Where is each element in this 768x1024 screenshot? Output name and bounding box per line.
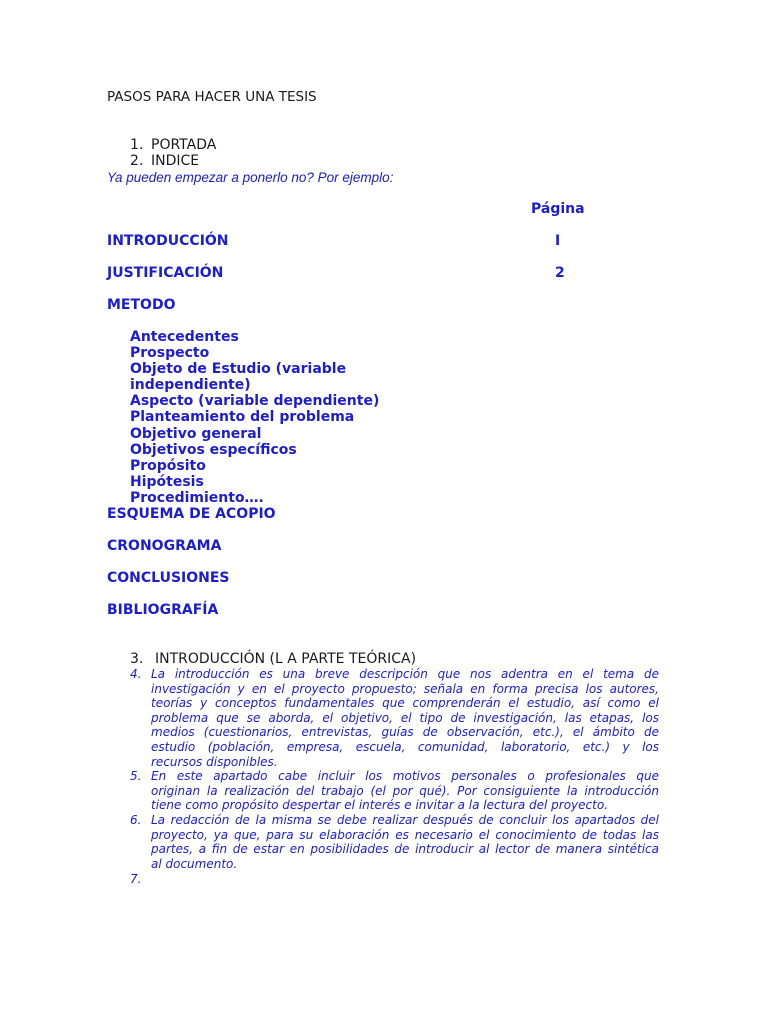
paragraph-line: estudio (población, empresa, escuela, comunidad, laboratorio, etc.) y los <box>151 739 659 754</box>
paragraph-line: problema que se aborda, el objetivo, el tipo de investigación, las etapas, los <box>151 710 659 725</box>
toc-entry-introduccion: INTRODUCCIÓN <box>107 233 229 249</box>
metodo-subitems <box>130 329 379 506</box>
paragraph-line: La redacción de la misma se debe realizar después de concluir los apartados del <box>151 813 659 827</box>
paragraph-text <box>151 667 659 769</box>
document-title: PASOS PARA HACER UNA TESIS <box>107 89 317 105</box>
paragraph-line: al documento. <box>151 856 238 871</box>
toc-subitem: Propósito <box>130 457 206 474</box>
toc-subitem: Objeto de Estudio (variable <box>130 361 347 378</box>
paragraph-line: proyecto, ya que, para su elaboración es necesario el conocimiento de todas las <box>151 827 659 842</box>
paragraph-number: 4. <box>130 667 142 681</box>
toc-entry-justificacion: JUSTIFICACIÓN <box>107 265 224 281</box>
paragraph-number: 6. <box>130 813 142 827</box>
paragraph-line: teorías y conceptos fundamentales que comprenderán el estudio, así como el <box>151 696 659 711</box>
paragraph-number: 7. <box>130 872 142 886</box>
step-item <box>130 137 143 153</box>
paragraph-line: originan la realización del trabajo (el por qué). Por consiguiente la introducción <box>151 783 659 798</box>
toc-entry-esquema: ESQUEMA DE ACOPIO <box>107 506 276 522</box>
toc-page-number: I <box>555 233 561 249</box>
toc-entry-cronograma: CRONOGRAMA <box>107 538 222 554</box>
toc-subitem: Objetivo general <box>130 425 262 442</box>
paragraph-line: recursos disponibles. <box>151 754 278 769</box>
example-note: Ya pueden empezar a ponerlo no? Por ejemplo: <box>107 170 394 185</box>
step-label-portada: PORTADA <box>151 137 217 153</box>
paragraph-number: 5. <box>130 769 142 783</box>
toc-entry-metodo: METODO <box>107 297 176 313</box>
section-number: 3. <box>130 651 144 667</box>
paragraph-line: tiene como propósito despertar el interés e invitar a la lectura del proyecto. <box>151 798 609 813</box>
toc-subitem: independiente) <box>130 377 251 394</box>
paragraph-text <box>151 813 659 871</box>
paragraph-line: partes, a fin de estar en posibilidades de introducir al lector de manera sintética <box>151 842 659 857</box>
toc-subitem: Aspecto (variable dependiente) <box>130 393 380 410</box>
toc-subitem: Prospecto <box>130 345 210 362</box>
toc-entry-conclusiones: CONCLUSIONES <box>107 570 230 586</box>
paragraph-line: En este apartado cabe incluir los motivos personales o profesionales que <box>151 769 659 783</box>
section-heading: INTRODUCCIÓN (L A PARTE TEÓRICA) <box>155 651 417 667</box>
paragraph-line: La introducción es una breve descripción que nos adentra en el tema de <box>151 667 659 681</box>
paragraph-line: medios (cuestionarios, entrevistas, guías de observación, etc.), el ámbito de <box>151 725 659 740</box>
toc-subitem: Procedimiento…. <box>130 489 264 506</box>
step-label-indice: INDICE <box>151 153 200 169</box>
toc-page-header: Página <box>531 201 585 217</box>
toc-subitem: Objetivos específicos <box>130 441 297 458</box>
step-number: 2. <box>130 153 144 169</box>
toc-subitem: Planteamiento del problema <box>130 409 355 426</box>
toc-entry-bibliografia: BIBLIOGRAFÍA <box>107 602 219 618</box>
paragraph-line: investigación y en el proyecto propuesto; señala en forma precisa los autores, <box>151 681 659 696</box>
toc-subitem: Hipótesis <box>130 473 204 490</box>
step-item <box>130 153 143 169</box>
paragraph-text <box>151 769 659 813</box>
toc-subitem: Antecedentes <box>130 329 239 345</box>
step-number: 1. <box>130 137 144 153</box>
toc-page-number: 2 <box>555 265 565 281</box>
